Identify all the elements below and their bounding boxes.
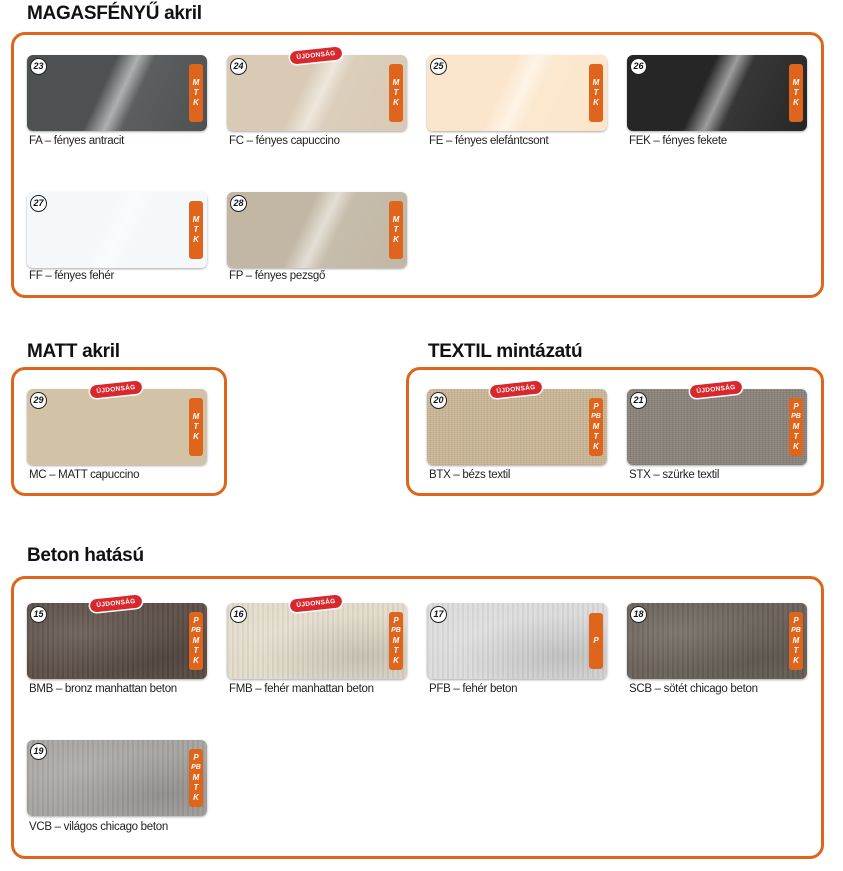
swatch-color: [227, 192, 407, 268]
swatch-caption: FP – fényes pezsgő: [229, 270, 326, 282]
availability-tag: [389, 64, 403, 122]
section-title-magasfenyu: MAGASFÉNYŰ akril: [27, 3, 202, 24]
availability-tag: [189, 612, 203, 670]
swatch-number: 28: [230, 195, 247, 212]
swatch-color: [627, 603, 807, 679]
swatch-matt-29: [27, 389, 207, 465]
tag-letter: T: [193, 422, 199, 431]
tag-letter: M: [192, 412, 200, 421]
tag-letter: PB: [791, 413, 801, 420]
tag-letter: T: [593, 432, 599, 441]
tag-letter: PB: [191, 627, 201, 634]
tag-letter: K: [193, 432, 199, 441]
swatch-color: [27, 389, 207, 465]
swatch-beton-17: [427, 603, 607, 679]
tag-letter: T: [793, 646, 799, 655]
tag-letter: PB: [191, 764, 201, 771]
tag-letter: P: [793, 616, 799, 625]
swatch-magasfenyu-28: [227, 192, 407, 268]
tag-letter: M: [392, 215, 400, 224]
tag-letter: PB: [391, 627, 401, 634]
swatch-number: 21: [630, 392, 647, 409]
swatch-number: 20: [430, 392, 447, 409]
swatch-number: 25: [430, 58, 447, 75]
tag-letter: T: [793, 88, 799, 97]
tag-letter: K: [793, 656, 799, 665]
availability-tag: [389, 612, 403, 670]
availability-tag: [189, 201, 203, 259]
tag-letter: M: [392, 636, 400, 645]
availability-tag: [589, 64, 603, 122]
swatch-number: 27: [30, 195, 47, 212]
new-badge: ÚJDONSÁG: [289, 46, 342, 64]
tag-letter: K: [393, 656, 399, 665]
swatch-color: [427, 603, 607, 679]
new-badge: ÚJDONSÁG: [289, 594, 342, 612]
swatch-number: 26: [630, 58, 647, 75]
swatch-color: [27, 55, 207, 131]
availability-tag: [789, 612, 803, 670]
swatch-magasfenyu-24: [227, 55, 407, 131]
swatch-beton-16: [227, 603, 407, 679]
availability-tag: [189, 64, 203, 122]
swatch-caption: FE – fényes elefántcsont: [429, 135, 549, 147]
swatch-caption: BMB – bronz manhattan beton: [29, 683, 177, 695]
tag-letter: K: [593, 98, 599, 107]
swatch-number: 15: [30, 606, 47, 623]
swatch-caption: FEK – fényes fekete: [629, 135, 727, 147]
tag-letter: M: [192, 215, 200, 224]
availability-tag: [189, 398, 203, 456]
tag-letter: T: [593, 88, 599, 97]
swatch-color: [27, 740, 207, 816]
tag-letter: M: [192, 773, 200, 782]
new-badge: ÚJDONSÁG: [89, 380, 142, 398]
tag-letter: K: [193, 656, 199, 665]
tag-letter: M: [792, 422, 800, 431]
tag-letter: M: [192, 636, 200, 645]
swatch-caption: FC – fényes capuccino: [229, 135, 340, 147]
swatch-color: [27, 192, 207, 268]
swatch-color: [427, 389, 607, 465]
swatch-number: 29: [30, 392, 47, 409]
tag-letter: M: [792, 636, 800, 645]
tag-letter: T: [393, 88, 399, 97]
tag-letter: K: [193, 793, 199, 802]
tag-letter: P: [793, 402, 799, 411]
swatch-beton-18: [627, 603, 807, 679]
tag-letter: PB: [591, 413, 601, 420]
availability-tag: [189, 749, 203, 807]
swatch-magasfenyu-27: [27, 192, 207, 268]
swatch-caption: FF – fényes fehér: [29, 270, 115, 282]
swatch-color: [227, 603, 407, 679]
section-title-beton: Beton hatású: [27, 545, 144, 566]
availability-tag: [789, 64, 803, 122]
tag-letter: T: [193, 225, 199, 234]
tag-letter: P: [593, 636, 599, 645]
tag-letter: K: [793, 442, 799, 451]
tag-letter: M: [592, 422, 600, 431]
swatch-caption: PFB – fehér beton: [429, 683, 518, 695]
swatch-magasfenyu-23: [27, 55, 207, 131]
availability-tag: [589, 613, 603, 669]
availability-tag: [589, 398, 603, 456]
swatch-color: [27, 603, 207, 679]
swatch-caption: FMB – fehér manhattan beton: [229, 683, 374, 695]
swatch-number: 17: [430, 606, 447, 623]
tag-letter: T: [193, 88, 199, 97]
availability-tag: [789, 398, 803, 456]
section-title-matt: MATT akril: [27, 341, 120, 362]
swatch-color: [227, 55, 407, 131]
swatch-number: 18: [630, 606, 647, 623]
swatch-color: [427, 55, 607, 131]
tag-letter: T: [193, 646, 199, 655]
swatch-number: 24: [230, 58, 247, 75]
tag-letter: T: [793, 432, 799, 441]
swatch-beton-19: [27, 740, 207, 816]
swatch-caption: VCB – világos chicago beton: [29, 821, 168, 833]
new-badge: ÚJDONSÁG: [89, 594, 142, 612]
tag-letter: T: [393, 646, 399, 655]
tag-letter: P: [593, 402, 599, 411]
tag-letter: K: [593, 442, 599, 451]
swatch-color: [627, 389, 807, 465]
swatch-caption: STX – szürke textil: [629, 469, 720, 481]
swatch-caption: SCB – sötét chicago beton: [629, 683, 758, 695]
tag-letter: M: [392, 78, 400, 87]
tag-letter: M: [792, 78, 800, 87]
tag-letter: K: [193, 235, 199, 244]
new-badge: ÚJDONSÁG: [489, 380, 542, 398]
tag-letter: P: [193, 616, 199, 625]
tag-letter: K: [393, 98, 399, 107]
swatch-number: 23: [30, 58, 47, 75]
swatch-textil-20: [427, 389, 607, 465]
tag-letter: M: [592, 78, 600, 87]
swatch-caption: MC – MATT capuccino: [29, 469, 140, 481]
tag-letter: M: [192, 78, 200, 87]
section-title-textil: TEXTIL mintázatú: [428, 341, 583, 362]
tag-letter: T: [393, 225, 399, 234]
swatch-caption: BTX – bézs textil: [429, 469, 511, 481]
swatch-beton-15: [27, 603, 207, 679]
swatch-magasfenyu-26: [627, 55, 807, 131]
tag-letter: P: [193, 753, 199, 762]
swatch-magasfenyu-25: [427, 55, 607, 131]
tag-letter: K: [193, 98, 199, 107]
swatch-number: 19: [30, 743, 47, 760]
swatch-color: [627, 55, 807, 131]
tag-letter: PB: [791, 627, 801, 634]
tag-letter: K: [793, 98, 799, 107]
tag-letter: T: [193, 783, 199, 792]
swatch-number: 16: [230, 606, 247, 623]
swatch-caption: FA – fényes antracit: [29, 135, 125, 147]
tag-letter: K: [393, 235, 399, 244]
tag-letter: P: [393, 616, 399, 625]
swatch-textil-21: [627, 389, 807, 465]
new-badge: ÚJDONSÁG: [689, 380, 742, 398]
availability-tag: [389, 201, 403, 259]
